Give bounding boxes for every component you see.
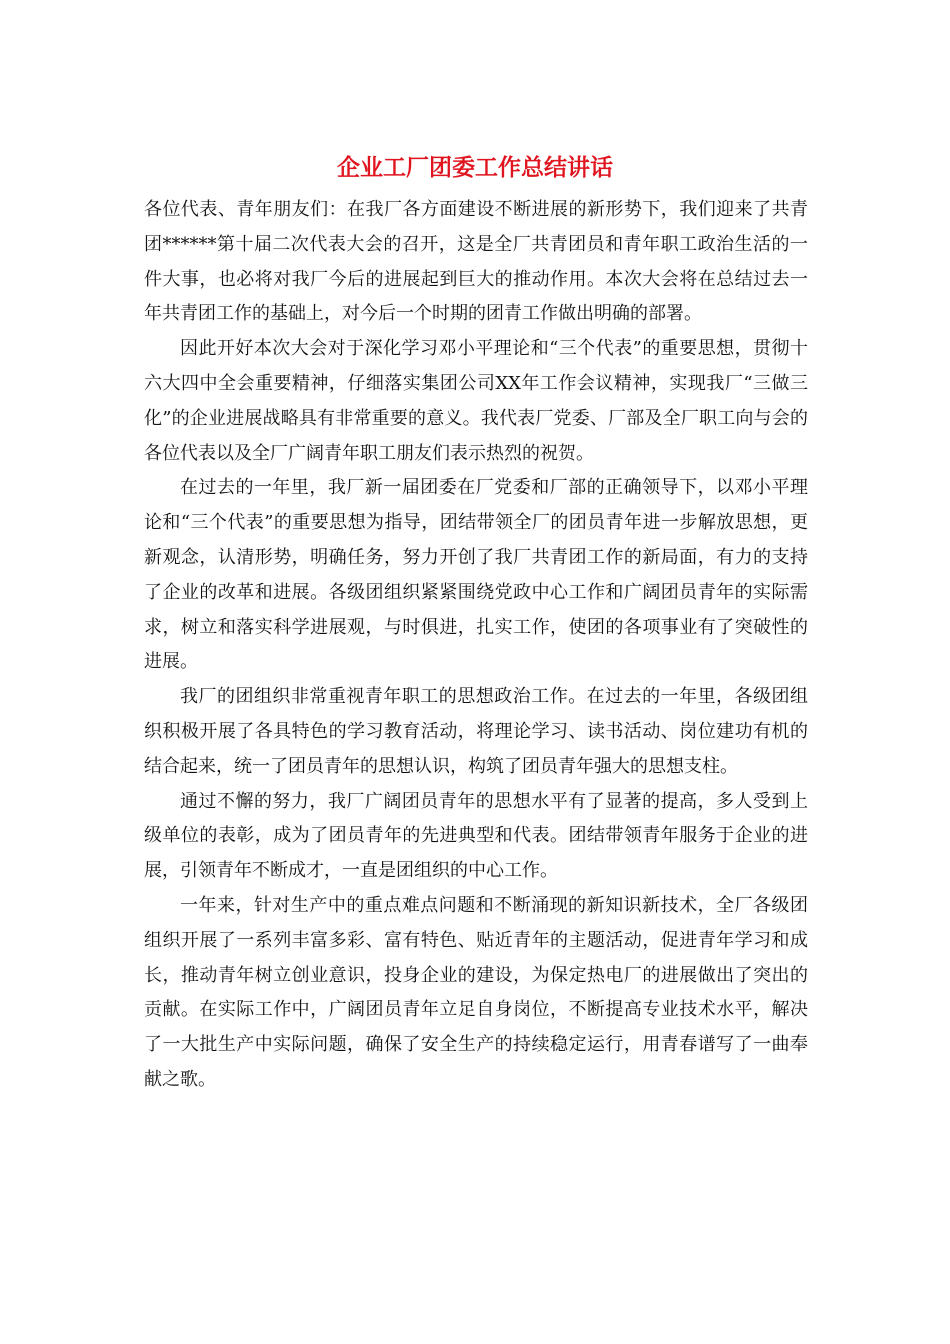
document-body bbox=[144, 193, 808, 1098]
paragraph-2: 因此开好本次大会对于深化学习邓小平理论和“三个代表”的重要思想，贯彻十六大四中全会重要精神，仔细落实集团公司XX年工作会议精神，实现我厂“三做三化”的企业进展战略具有非常重要的意义。我代表厂党委、厂部及全厂职工向与会的各位代表以及全厂广阔青年职工朋友们表示热烈的祝贺。 bbox=[144, 338, 808, 464]
paragraph-5: 通过不懈的努力，我厂广阔团员青年的思想水平有了显著的提高，多人受到上级单位的表彰，成为了团员青年的先进典型和代表。团结带领青年服务于企业的进展，引领青年不断成才，一直是团组织的中心工作。 bbox=[144, 790, 808, 882]
paragraph-6: 一年来，针对生产中的重点难点问题和不断涌现的新知识新技术，全厂各级团组织开展了一系列丰富多彩、富有特色、贴近青年的主题活动，促进青年学习和成长，推动青年树立创业意识，投身企业的建设，为保定热电厂的进展做出了突出的贡献。在实际工作中，广阔团员青年立足自身岗位，不断提高专业技术水平，解决了一大批生产中实际问题，确保了安全生产的持续稳定运行，用青春谱写了一曲奉献之歌。 bbox=[144, 894, 808, 1090]
paragraph-1: 各位代表、青年朋友们：在我厂各方面建设不断进展的新形势下，我们迎来了共青团******第十届二次代表大会的召开，这是全厂共青团员和青年职工政治生活的一件大事，也必将对我厂今后的进展起到巨大的推动作用。本次大会将在总结过去一年共青团工作的基础上，对今后一个时期的团青工作做出明确的部署。 bbox=[144, 199, 808, 325]
paragraph-3: 在过去的一年里，我厂新一届团委在厂党委和厂部的正确领导下，以邓小平理论和“三个代表”的重要思想为指导，团结带领全厂的团员青年进一步解放思想，更新观念，认清形势，明确任务，努力开创了我厂共青团工作的新局面，有力的支持了企业的改革和进展。各级团组织紧紧围绕党政中心工作和广阔团员青年的实际需求，树立和落实科学进展观，与时俱进，扎实工作，使团的各项事业有了突破性的进展。 bbox=[144, 477, 808, 673]
document-title: 企业工厂团委工作总结讲话 bbox=[337, 154, 613, 181]
paragraph-4: 我厂的团组织非常重视青年职工的思想政治工作。在过去的一年里，各级团组织积极开展了各具特色的学习教育活动，将理论学习、读书活动、岗位建功有机的结合起来，统一了团员青年的思想认识，构筑了团员青年强大的思想支柱。 bbox=[144, 686, 808, 777]
